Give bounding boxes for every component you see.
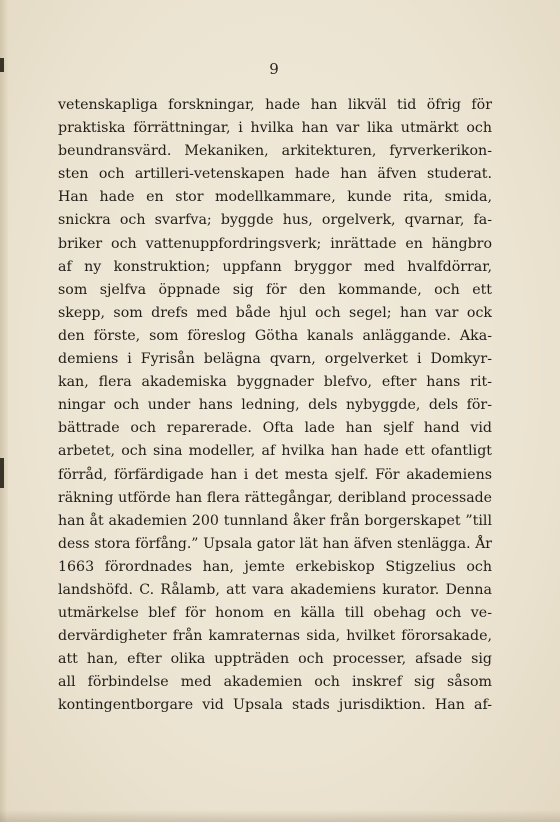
text-line: som sjelfva öppnade sig för den kommande, och ett xyxy=(58,281,492,298)
text-line: bättrade och reparerade. Ofta lade han sjelf hand vid xyxy=(58,420,492,437)
page-number: 9 xyxy=(269,60,279,78)
text-line: landshöfd. C. Rålamb, att vara akademiens kurator. Denna xyxy=(58,581,492,598)
text-line: all förbindelse med akademien och inskref sig såsom xyxy=(58,674,492,691)
body-text xyxy=(58,94,492,718)
text-line: den förste, som föreslog Götha kanals anläggande. Aka- xyxy=(58,327,492,344)
text-line: skepp, som drefs med både hjul och segel; han var ock xyxy=(58,304,492,321)
text-line: praktiska förrättningar, i hvilka han var lika utmärkt och xyxy=(58,120,492,137)
binding-mark xyxy=(0,458,4,488)
text-line: utmärkelse blef för honom en källa till obehag och ve- xyxy=(58,605,492,622)
page-bottom-shadow xyxy=(0,810,560,822)
text-line: dess stora förfång.” Upsala gator lät han äfven stenlägga. År xyxy=(58,535,492,552)
text-line: briker och vattenuppfordringsverk; inrättade en hängbro xyxy=(58,235,492,252)
text-line: 1663 förordnades han, jemte erkebiskop Stigzelius och xyxy=(58,558,492,575)
text-line: att han, efter olika uppträden och processer, afsade sig xyxy=(58,651,492,668)
text-line: kan, flera akademiska byggnader blefvo, efter hans rit- xyxy=(58,374,492,391)
text-line: dervärdigheter från kamraternas sida, hvilket förorsakade, xyxy=(58,628,492,645)
text-line: arbetet, och sina modeller, af hvilka han hade ett ofantligt xyxy=(58,443,492,460)
text-line: kontingentborgare vid Upsala stads jurisdiktion. Han af- xyxy=(58,697,492,714)
text-line: förråd, förfärdigade han i det mesta sjelf. För akademiens xyxy=(58,466,492,483)
text-line: Han hade en stor modellkammare, kunde rita, smida, xyxy=(58,189,492,206)
text-line: sten och artilleri-vetenskapen hade han äfven studerat. xyxy=(58,166,492,183)
text-line: han åt akademien 200 tunnland åker från borgerskapet ”till xyxy=(58,512,492,529)
text-line: af ny konstruktion; uppfann bryggor med hvalfdörrar, xyxy=(58,258,492,275)
text-line: beundransvärd. Mekaniken, arkitekturen, fyrverkerikon- xyxy=(58,143,492,160)
text-line: ningar och under hans ledning, dels nybyggde, dels för- xyxy=(58,397,492,414)
text-line: räkning utförde han flera rättegångar, deribland processade xyxy=(58,489,492,506)
text-line: vetenskapliga forskningar, hade han likväl tid öfrig för xyxy=(58,97,492,113)
page-binding-edge xyxy=(0,0,8,822)
text-line: demiens i Fyrisån belägna qvarn, orgelverket i Domkyr- xyxy=(58,351,492,368)
text-line: snickra och svarfva; byggde hus, orgelverk, qvarnar, fa- xyxy=(58,212,492,229)
